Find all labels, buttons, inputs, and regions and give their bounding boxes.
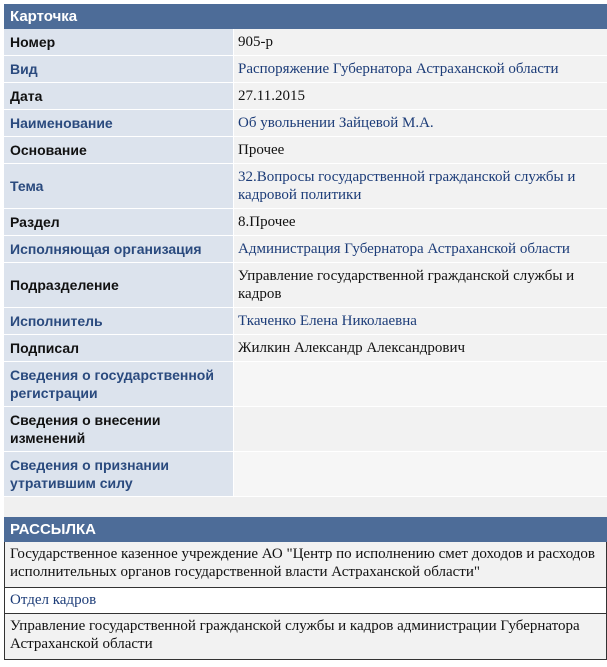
- value-registration: [234, 362, 607, 406]
- row-registration: [4, 362, 607, 407]
- value-executor[interactable]: Ткаченко Елена Николаевна: [234, 308, 607, 334]
- row-department: [4, 263, 607, 308]
- row-executor: [4, 308, 607, 335]
- row-basis: [4, 137, 607, 164]
- value-title[interactable]: Об увольнении Зайцевой М.А.: [234, 110, 607, 136]
- mailing-item: Государственное казенное учреждение АО "Центр по исполнению смет доходов и расходов исполнительных органов государственной власти Астраханской области": [4, 542, 607, 588]
- card-title: Карточка: [4, 4, 607, 29]
- value-topic[interactable]: 32.Вопросы государственной гражданской службы и кадровой политики: [234, 164, 607, 208]
- label-topic[interactable]: Тема: [4, 164, 233, 208]
- row-organization: [4, 236, 607, 263]
- value-section: 8.Прочее: [234, 209, 607, 235]
- value-basis: Прочее: [234, 137, 607, 163]
- label-department: Подразделение: [4, 263, 233, 307]
- label-basis: Основание: [4, 137, 233, 163]
- row-number: [4, 29, 607, 56]
- mailing-title: РАССЫЛКА: [4, 517, 607, 542]
- row-section: [4, 209, 607, 236]
- value-number: 905-р: [234, 29, 607, 55]
- label-number: Номер: [4, 29, 233, 55]
- row-signed: [4, 335, 607, 362]
- row-changes: [4, 407, 607, 452]
- value-organization[interactable]: Администрация Губернатора Астраханской области: [234, 236, 607, 262]
- mailing-item: Управление государственной гражданской службы и кадров администрации Губернатора Астраханской области: [4, 614, 607, 660]
- value-date: 27.11.2015: [234, 83, 607, 109]
- label-signed: Подписал: [4, 335, 233, 361]
- label-title[interactable]: Наименование: [4, 110, 233, 136]
- label-executor[interactable]: Исполнитель: [4, 308, 233, 334]
- value-changes: [234, 407, 607, 451]
- document-card: [4, 4, 607, 533]
- row-date: [4, 83, 607, 110]
- row-topic: [4, 164, 607, 209]
- row-invalidation: [4, 452, 607, 497]
- label-section: Раздел: [4, 209, 233, 235]
- value-signed: Жилкин Александр Александрович: [234, 335, 607, 361]
- value-department: Управление государственной гражданской службы и кадров: [234, 263, 607, 307]
- mailing-panel: [4, 517, 607, 660]
- label-invalidation[interactable]: Сведения о признании утратившим силу: [4, 452, 233, 496]
- value-invalidation: [234, 452, 607, 496]
- label-changes: Сведения о внесении изменений: [4, 407, 233, 451]
- label-kind[interactable]: Вид: [4, 56, 233, 82]
- row-title: [4, 110, 607, 137]
- label-date: Дата: [4, 83, 233, 109]
- row-kind: [4, 56, 607, 83]
- label-registration[interactable]: Сведения о государственной регистрации: [4, 362, 233, 406]
- value-kind[interactable]: Распоряжение Губернатора Астраханской области: [234, 56, 607, 82]
- mailing-item-link[interactable]: Отдел кадров: [4, 588, 607, 614]
- label-organization[interactable]: Исполняющая организация: [4, 236, 233, 262]
